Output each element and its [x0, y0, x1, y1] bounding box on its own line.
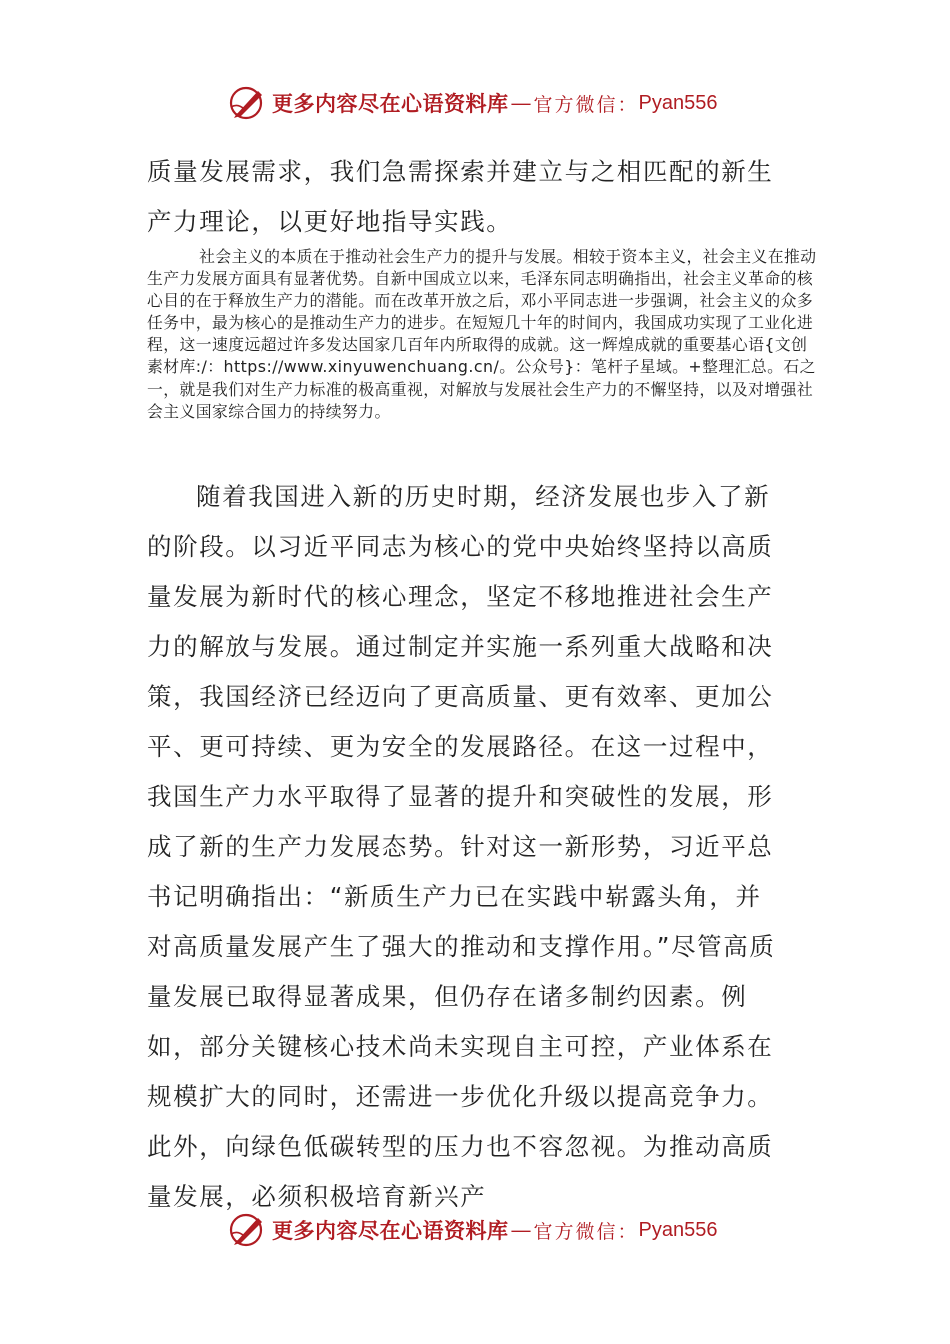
footer-separator: — — [510, 1218, 532, 1242]
header-banner — [228, 83, 717, 123]
paragraph-text: 社会主义的本质在于推动社会生产力的提升与发展。相较于资本主义，社会主义在推动生产力发展方面具有显著优势。自新中国成立以来，毛泽东同志明确指出，社会主义革命的核心目的在于释放生产力的潜能。而在改革开放之后，邓小平同志进一步强调，社会主义的众多任务中，最为核心的是推动生产力的进步。在短短几十年的时间内，我国成功实现了工业化进程，这一速度远超过许多发达国家几百年内所取得的成就。这一辉煌成就的重要基心语{文创素材库:/：https://www.xinyuwenchuang.cn/。公众号}：笔杆子星域。+整理汇总。石之一，就是我们对生产力标准的极高重视，对解放与发展社会生产力的不懈坚持，以及对增强社会主义国家综合国力的持续努力。 — [147, 247, 817, 421]
pen-logo-icon — [228, 83, 268, 123]
paragraph-text: 质量发展需求，我们急需探索并建立与之相匹配的新生产力理论，以更好地指导实践。 — [147, 157, 774, 236]
paragraph-text: 随着我国进入新的历史时期，经济发展也步入了新的阶段。以习近平同志为核心的党中央始终坚持以高质量发展为新时代的核心理念，坚定不移地推进社会生产力的解放与发展。通过制定并实施一系列重大战略和决策，我国经济已经迈向了更高质量、更有效率、更加公平、更可持续、更为安全的发展路径。在这一过程中，我国生产力水平取得了显著的提升和突破性的发展，形成了新的生产力发展态势。针对这一新形势，习近平总书记明确指出：“新质生产力已在实践中崭露头角，并对高质量发展产生了强大的推动和支撑作用。”尽管高质量发展已取得显著成果，但仍存在诸多制约因素。例如，部分关键核心技术尚未实现自主可控，产业体系在规模扩大的同时，还需进一步优化升级以提高竞争力。此外，向绿色低碳转型的压力也不容忽视。为推动高质量发展，必须积极培育新兴产 — [147, 482, 776, 1211]
small-paragraph — [147, 246, 817, 423]
footer-wechat-id: Pyan556 — [638, 1218, 718, 1241]
footer-banner — [228, 1210, 717, 1250]
main-paragraph — [147, 472, 787, 1222]
footer-banner-text: 更多内容尽在心语资料库 — [272, 1218, 509, 1243]
header-wechat-id: Pyan556 — [638, 91, 718, 114]
footer-wechat-label: 官方微信： — [533, 1220, 639, 1243]
continued-paragraph — [147, 147, 787, 247]
header-banner-text: 更多内容尽在心语资料库 — [272, 91, 509, 116]
header-wechat-label: 官方微信： — [533, 93, 639, 116]
header-separator: — — [510, 91, 532, 115]
pen-logo-icon — [228, 1210, 268, 1250]
